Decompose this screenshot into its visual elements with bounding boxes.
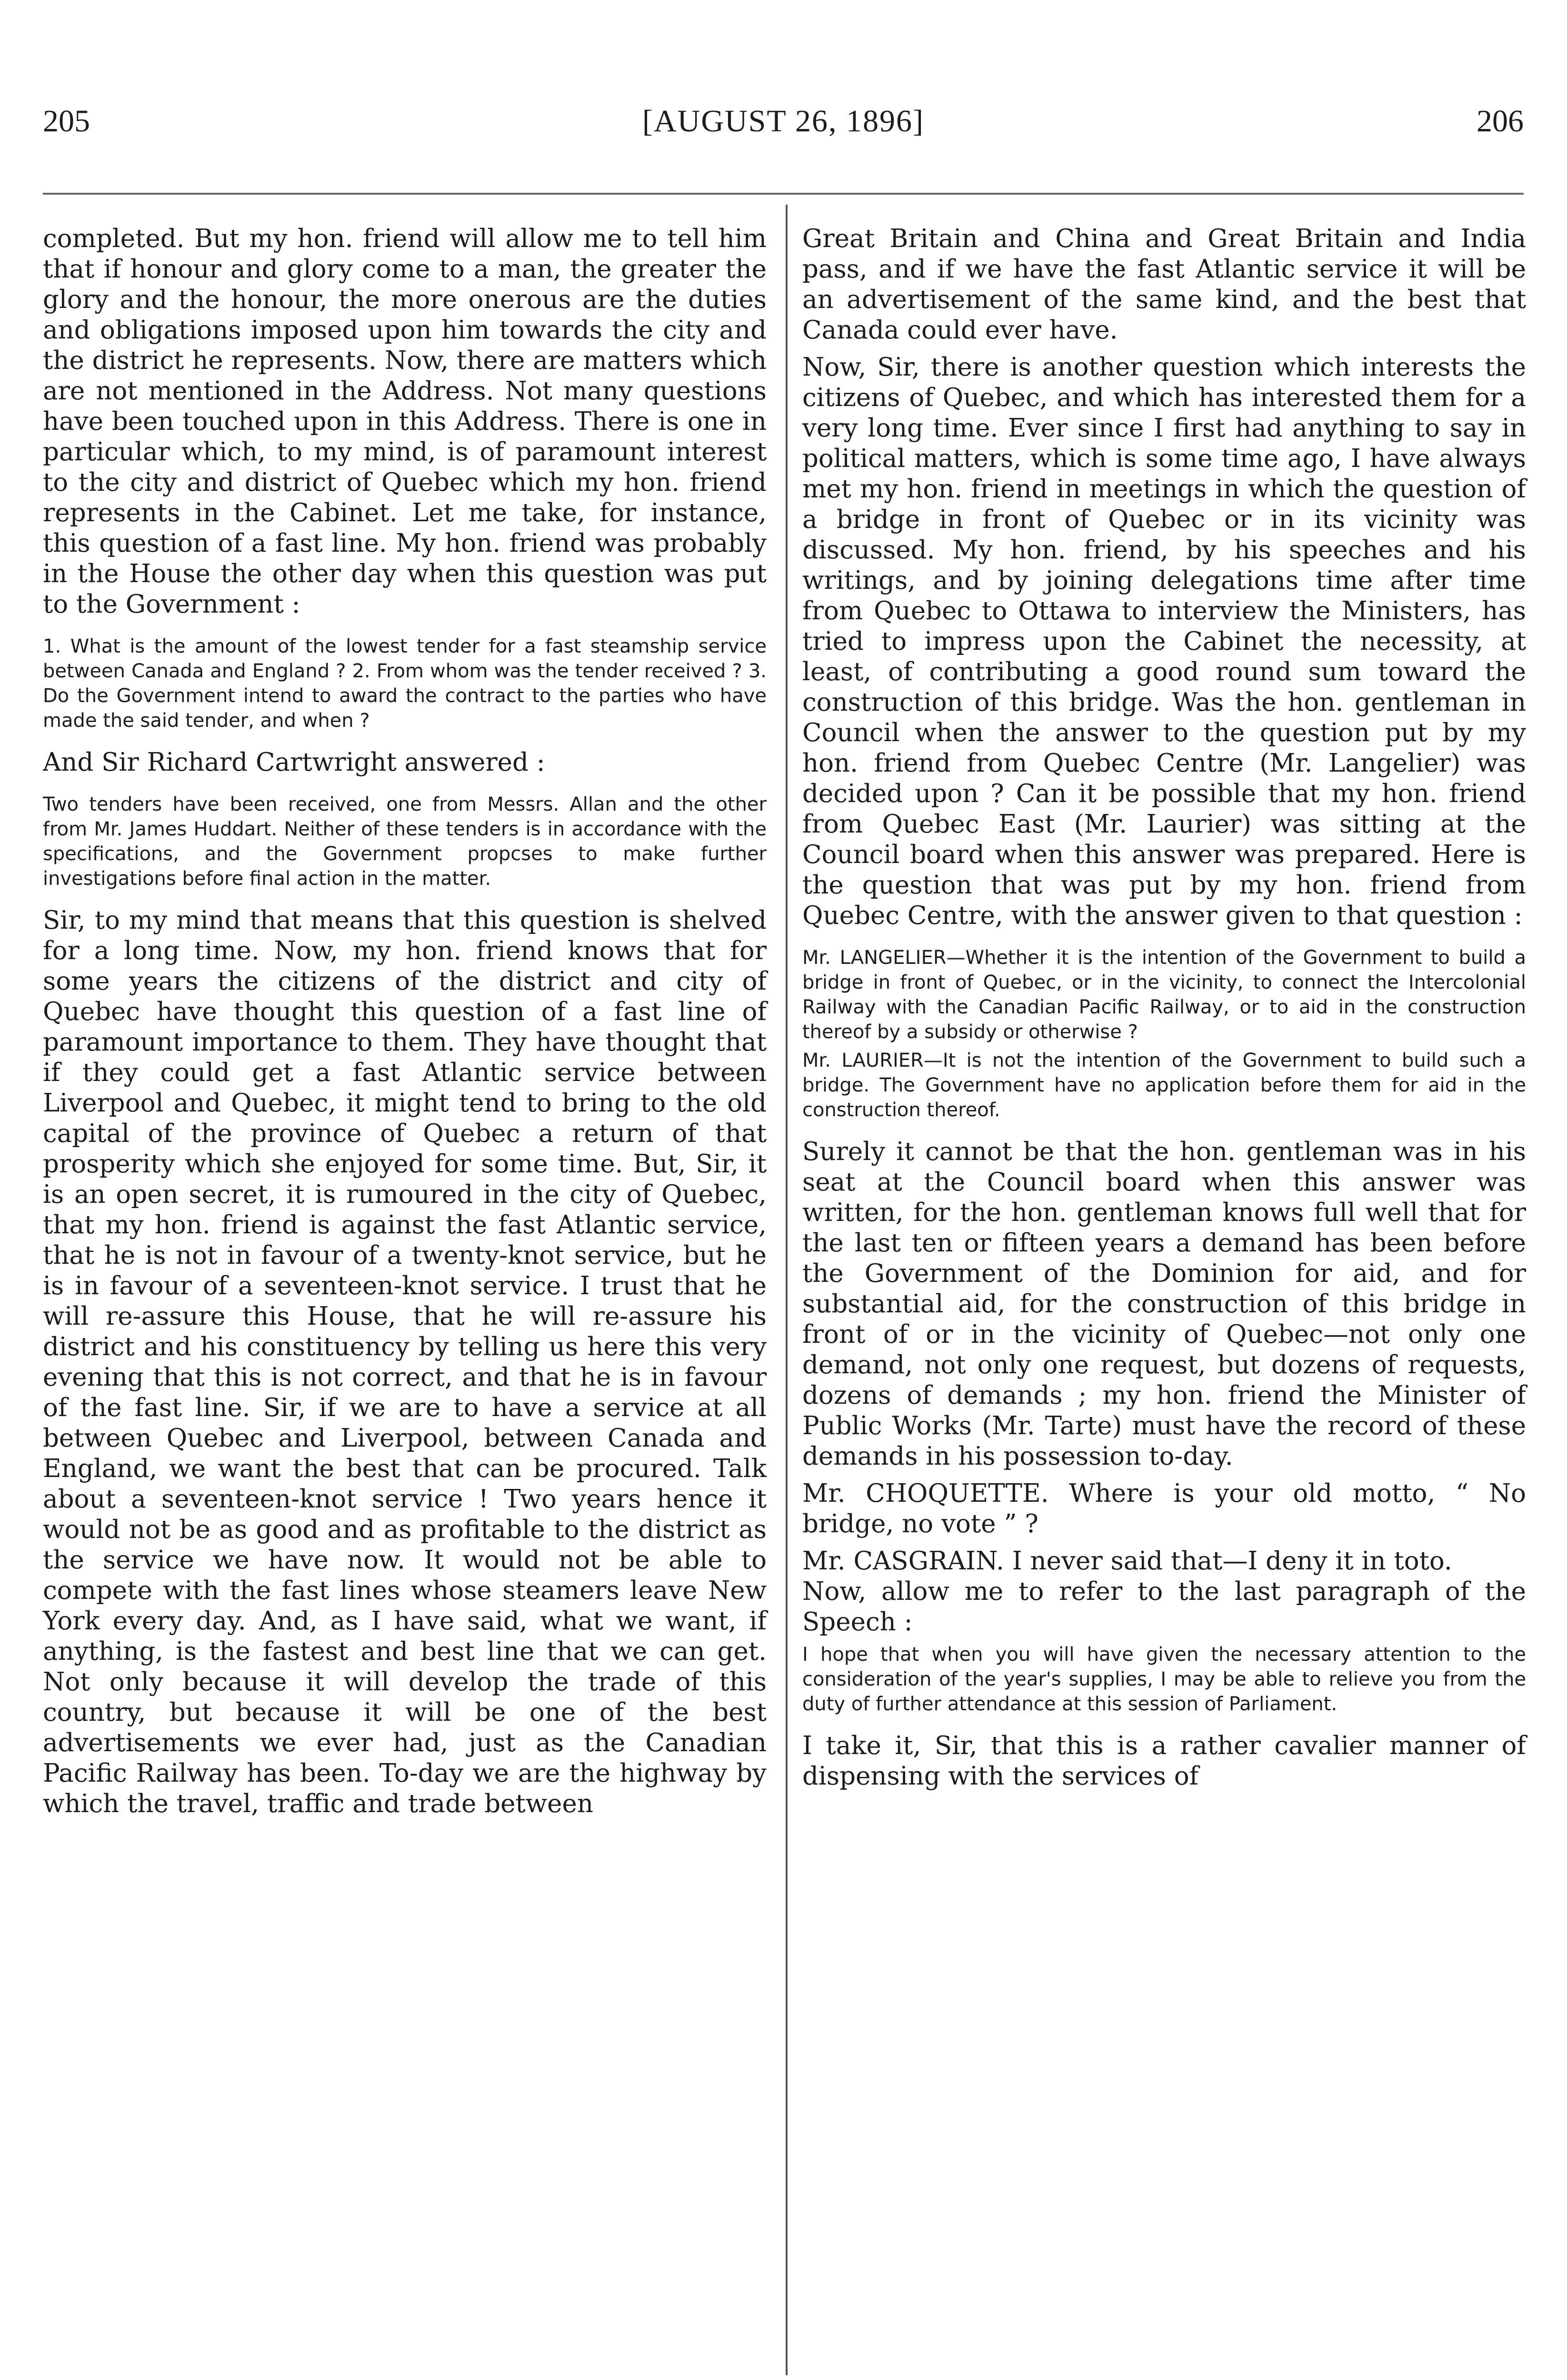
right-paragraph-casgrain: Mr. CASGRAIN. I never said that—I deny it in toto. bbox=[802, 1547, 1452, 1576]
right-column bbox=[802, 224, 1526, 1792]
right-paragraph-6: Now, allow me to refer to the last paragraph of the Speech : bbox=[802, 1577, 1526, 1636]
left-quote-answer-text: Two tenders have been received, one from Messrs. Allan and the other from Mr. James Huddart. Neither of these tenders is in accordance with the specifications, and the Government propcses to make further investigations before final action in the matter. bbox=[43, 793, 767, 890]
right-paragraph-2: Now, Sir, there is another question which interests the citizens of Quebec, and which has interested them for a very long time. Ever since I first had anything to say in political matters, which is some time ago, I have always met my hon. friend in meetings in which the question of a bridge in front of Quebec or in its vicinity was discussed. My hon. friend, by his speeches and his writings, and by joining delegations time after time from Quebec to Ottawa to interview the Ministers, has tried to impress upon the Cabinet the necessity, at least, of contributing a good round sum toward the construction of this bridge. Was the hon. gentleman in Council when the answer to the question put by my hon. friend from Quebec Centre (Mr. Langelier) was decided upon ? Can it be possible that my hon. friend from Quebec East (Mr. Laurier) was sitting at the Council board when this answer was prepared. Here is the question that was put by my hon. friend from Quebec Centre, with the answer given to that question : bbox=[802, 353, 1526, 930]
right-quote-speech-text: I hope that when you will have given the necessary attention to the consideration of the year's supplies, I may be able to relieve you from the duty of further attendance at this session of Parliament. bbox=[802, 1644, 1526, 1715]
page-number-left: 205 bbox=[43, 104, 90, 139]
right-quote-laurier: Mr. LAURIER—It is not the intention of the Government to build such a bridge. The Government have no application before them for aid in the construction thereof. bbox=[802, 1050, 1526, 1121]
right-paragraph-choquette: Mr. CHOQUETTE. Where is your old motto, “ No bridge, no vote ” ? bbox=[802, 1479, 1526, 1538]
left-paragraph-1: completed. But my hon. friend will allow me to tell him that if honour and glory come to a man, the greater the glory and the honour, the more onerous are the duties and obligations imposed upon him towards the city and the district he represents. Now, there are matters which are not mentioned in the Address. Not many questions have been touched upon in this Address. There is one in particular which, to my mind, is of paramount interest to the city and district of Quebec which my hon. friend represents in the Cabinet. Let me take, for instance, this question of a fast line. My hon. friend was probably in the House the other day when this question was put to the Government : bbox=[43, 224, 767, 619]
right-quote-langelier: Mr. LANGELIER—Whether it is the intention of the Government to build a bridge in front of Quebec, or in the vicinity, to connect the Intercolonial Railway with the Canadian Pacific Railway, or to aid in the construction thereof by a subsidy or otherwise ? bbox=[802, 947, 1526, 1043]
left-quote-question-text: 1. What is the amount of the lowest tender for a fast steamship service between Canada and England ? 2. From whom was the tender received ? 3. Do the Government intend to award the contract to the parties who have made the said tender, and when ? bbox=[43, 635, 767, 732]
page-date: [AUGUST 26, 1896] bbox=[642, 104, 924, 139]
left-quote-answer bbox=[43, 792, 767, 891]
right-quote-speech bbox=[802, 1642, 1526, 1716]
left-paragraph-3: Sir, to my mind that means that this question is shelved for a long time. Now, my hon. friend knows that for some years the citizens of the district and city of Quebec have thought this question of a fast line of paramount importance to them. They have thought that if they could get a fast Atlantic service between Liverpool and Quebec, it might tend to bring to the old capital of the province of Quebec a return of that prosperity which she enjoyed for some time. But, Sir, it is an open secret, it is rumoured in the city of Quebec, that my hon. friend is against the fast Atlantic service, that he is not in favour of a twenty-knot service, but he is in favour of a seventeen-knot service. I trust that he will re-assure this House, that he will re-assure his district and his constituency by telling us here this very evening that this is not correct, and that he is in favour of the fast line. Sir, if we are to have a service at all between Quebec and Liverpool, between Canada and England, we want the best that can be procured. Talk about a seventeen-knot service ! Two years hence it would not be as good and as profitable to the district as the service we have now. It would not be able to compete with the fast lines whose steamers leave New York every day. And, as I have said, what we want, if anything, is the fastest and best line that we can get. Not only because it will develop the trade of this country, but because it will be one of the best advertisements we ever had, just as the Canadian Pacific Railway has been. To-day we are the highway by which the travel, traffic and trade between bbox=[43, 906, 767, 1818]
left-column bbox=[43, 224, 767, 1819]
right-paragraph-3: Surely it cannot be that the hon. gentleman was in his seat at the Council board when this answer was written, for the hon. gentleman knows full well that for the last ten or fifteen years a demand has been before the Government of the Dominion for aid, and for substantial aid, for the construction of this bridge in front of or in the vicinity of Quebec—not only one demand, not only one request, but dozens of requests, dozens of demands ; my hon. friend the Minister of Public Works (Mr. Tarte) must have the record of these demands in his possession to-day. bbox=[802, 1137, 1526, 1471]
right-paragraph-1: Great Britain and China and Great Britain and India pass, and if we have the fast Atlantic service it will be an advertisement of the same kind, and the best that Canada could ever have. bbox=[802, 224, 1526, 345]
left-quote-question bbox=[43, 634, 767, 733]
right-paragraph-7: I take it, Sir, that this is a rather cavalier manner of dispensing with the services of bbox=[802, 1731, 1526, 1791]
page-header bbox=[43, 90, 1524, 152]
page-number-right: 206 bbox=[1477, 104, 1524, 139]
header-rule bbox=[43, 193, 1524, 195]
left-paragraph-2: And Sir Richard Cartwright answered : bbox=[43, 748, 545, 777]
column-divider bbox=[786, 205, 788, 2375]
right-quote-exchange bbox=[802, 945, 1526, 1122]
